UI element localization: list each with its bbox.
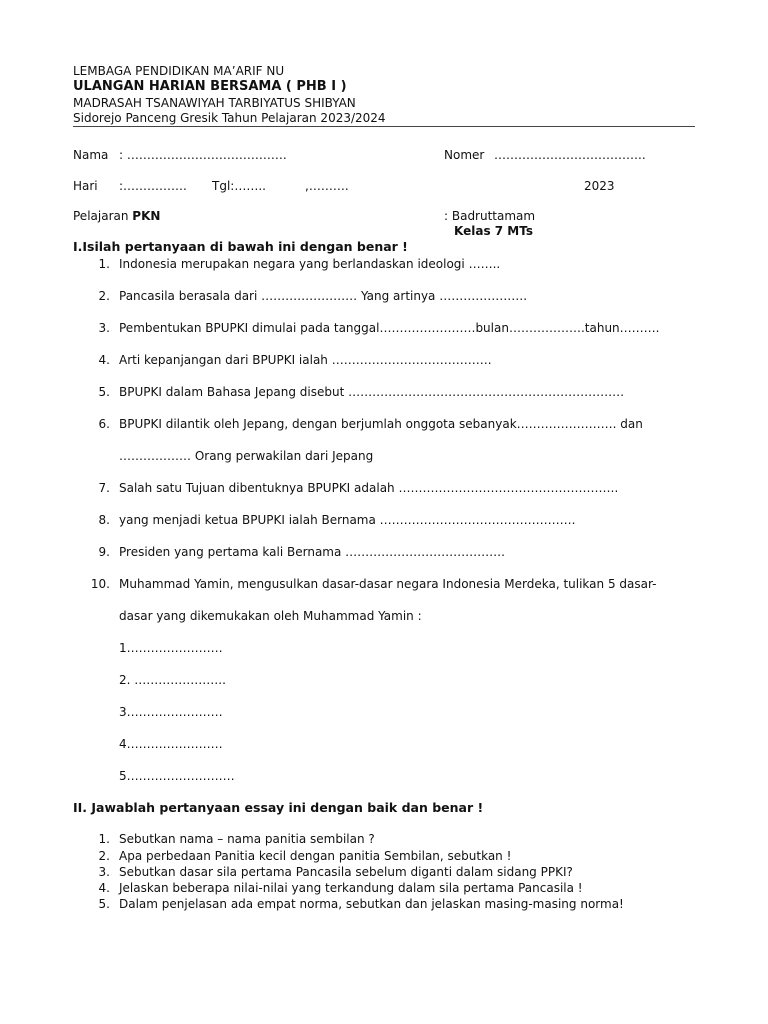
school-name: MADRASAH TSANAWIYAH TARBIYATUS SHIBYAN: [73, 96, 356, 110]
header-divider: [73, 126, 695, 127]
question-text: 4……………………: [119, 737, 223, 751]
nama-label: Nama: [73, 148, 109, 162]
subject-name: PKN: [132, 209, 161, 223]
question-text: ……………… Orang perwakilan dari Jepang: [119, 449, 374, 463]
question-text: Salah satu Tujuan dibentuknya BPUPKI adalah ……………………………………………….: [119, 481, 619, 495]
essay-question-text: Sebutkan dasar sila pertama Pancasila sebelum diganti dalam sidang PPKI?: [119, 865, 573, 879]
essay-question-text: Apa perbedaan Panitia kecil dengan panitia Sembilan, sebutkan !: [119, 849, 512, 863]
section-2-title: II. Jawablah pertanyaan essay ini dengan baik dan benar !: [73, 800, 484, 815]
question-number: 3.: [98, 321, 110, 335]
question-text: 3……………………: [119, 705, 223, 719]
question-number: 1.: [98, 257, 110, 271]
question-number: 8.: [98, 513, 110, 527]
question-text: Arti kepanjangan dari BPUPKI ialah ………………………………….: [119, 353, 492, 367]
date-field: ,……….: [305, 179, 349, 193]
nama-field: : ………………………………….: [119, 148, 287, 162]
nomer-label: Nomer: [444, 148, 485, 162]
question-text: yang menjadi ketua BPUPKI ialah Bernama ………………………………………….: [119, 513, 576, 527]
school-location-year: Sidorejo Panceng Gresik Tahun Pelajaran 2023/2024: [73, 111, 386, 125]
teacher-name: : Badruttamam: [444, 209, 536, 223]
essay-question-number: 5.: [98, 897, 110, 911]
pelajaran-row: [73, 209, 160, 223]
section-1-title: I.Isilah pertanyaan di bawah ini dengan benar !: [73, 239, 408, 254]
question-text: Pancasila berasala dari …………………… Yang artinya ………………….: [119, 289, 528, 303]
essay-question-text: Sebutkan nama – nama panitia sembilan ?: [119, 832, 375, 846]
question-text: Pembentukan BPUPKI dimulai pada tanggal……………………bulan……………….tahun……….: [119, 321, 660, 335]
question-number: 5.: [98, 385, 110, 399]
question-text: 2. …………………..: [119, 673, 226, 687]
question-number: 4.: [98, 353, 110, 367]
question-text: Indonesia merupakan negara yang berlandaskan ideologi ……..: [119, 257, 501, 271]
question-number: 9.: [98, 545, 110, 559]
essay-question-number: 1.: [98, 832, 110, 846]
essay-question-number: 4.: [98, 881, 110, 895]
question-text: Muhammad Yamin, mengusulkan dasar-dasar negara Indonesia Merdeka, tulikan 5 dasar-: [119, 577, 657, 591]
question-text: Presiden yang pertama kali Bernama ………………………………….: [119, 545, 505, 559]
question-text: 5………………………: [119, 769, 235, 783]
essay-question-text: Dalam penjelasan ada empat norma, sebutkan dan jelaskan masing-masing norma!: [119, 897, 624, 911]
question-number: 2.: [98, 289, 110, 303]
pelajaran-label: Pelajaran: [73, 209, 133, 223]
question-text: 1……………………: [119, 641, 223, 655]
question-text: BPUPKI dalam Bahasa Jepang disebut ……………………………………………………………: [119, 385, 625, 399]
year-value: 2023: [584, 179, 615, 193]
essay-question-text: Jelaskan beberapa nilai-nilai yang terkandung dalam sila pertama Pancasila !: [119, 881, 583, 895]
tgl-field: Tgl:……..: [212, 179, 266, 193]
question-number: 6.: [98, 417, 110, 431]
question-number: 10.: [90, 577, 110, 591]
question-number: 7.: [98, 481, 110, 495]
question-text: dasar yang dikemukakan oleh Muhammad Yamin :: [119, 609, 422, 623]
hari-label: Hari: [73, 179, 98, 193]
question-text: BPUPKI dilantik oleh Jepang, dengan berjumlah onggota sebanyak……………………. dan: [119, 417, 643, 431]
institution-name: LEMBAGA PENDIDIKAN MA’ARIF NU: [73, 64, 285, 78]
essay-question-number: 3.: [98, 865, 110, 879]
exam-title: ULANGAN HARIAN BERSAMA ( PHB I ): [73, 79, 347, 94]
class-label: Kelas 7 MTs: [454, 224, 533, 238]
hari-field: :…………….: [119, 179, 187, 193]
essay-question-number: 2.: [98, 849, 110, 863]
nomer-field: ………………………………..: [494, 148, 646, 162]
